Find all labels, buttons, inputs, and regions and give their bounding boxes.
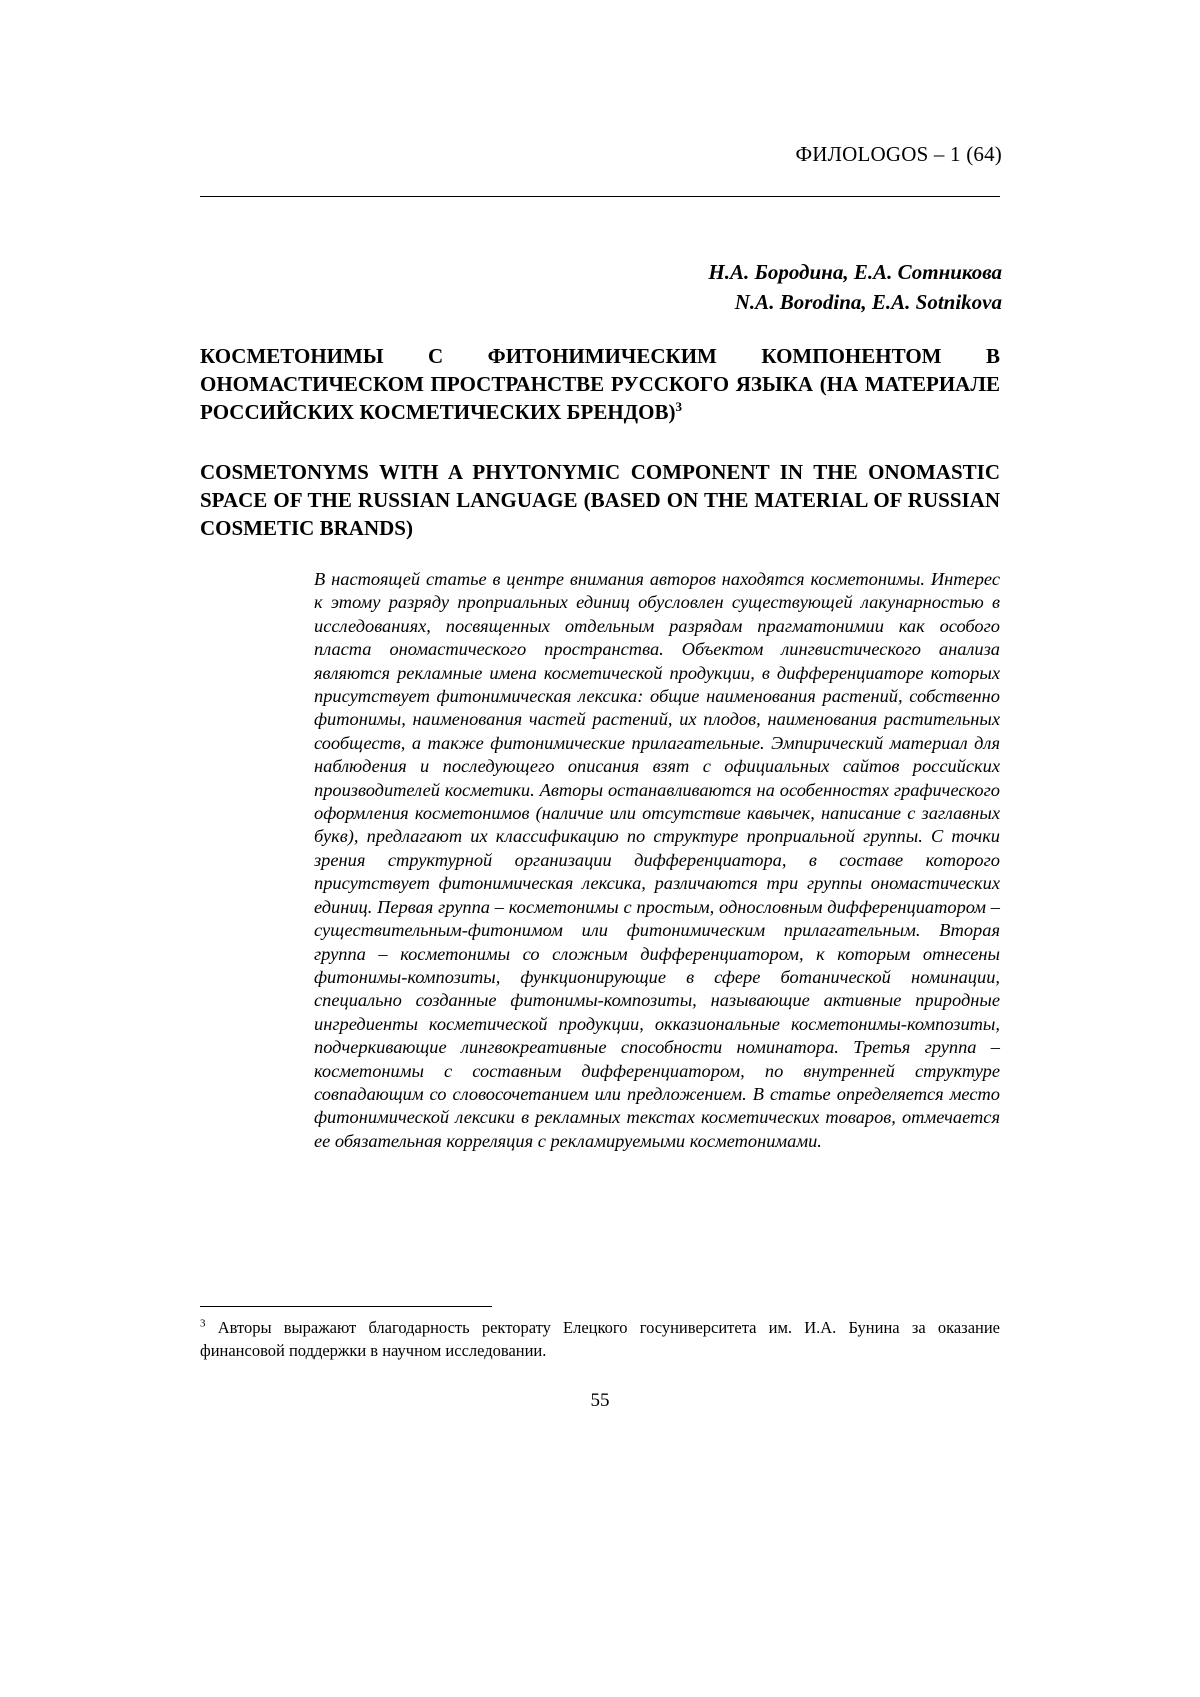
title-russian-text: КОСМЕТОНИМЫ С ФИТОНИМИЧЕСКИМ КОМПОНЕНТОМ В ОНОМАСТИЧЕСКОМ ПРОСТРАНСТВЕ РУССКОГО ЯЗЫКА (НА МАТЕРИАЛЕ РОССИЙСКИХ КОСМЕТИЧЕСКИХ БРЕНДОВ) [200, 344, 1000, 424]
abstract: В настоящей статье в центре внимания авторов находятся косметонимы. Интерес к этому разряду проприальных единиц обусловлен существующей лакунарностью в исследованиях, посвященных отдельным разрядам прагматонимии как особого пласта ономастического пространства. Объектом лингвистического анализа являются рекламные имена косметической продукции, в дифференциаторе которых присутствует фитонимическая лексика: общие наименования растений, собственно фитонимы, наименования частей растений, их плодов, наименования растительных сообществ, а также фитонимические прилагательные. Эмпирический материал для наблюдения и последующего описания взят с официальных сайтов российских производителей косметики. Авторы останавливаются на особенностях графического оформления косметонимов (наличие или отсутствие кавычек, написание с заглавных букв), предлагают их классификацию по структуре проприальной группы. С точки зрения структурной организации дифференциатора, в составе которого присутствует фитонимическая лексика, различаются три группы ономастических единиц. Первая группа – косметонимы с простым, однословным дифференциатором – существительным-фитонимом или фитонимическим прилагательным. Вторая группа – косметонимы со сложным дифференциатором, к которым отнесены фитонимы-композиты, функционирующие в сфере ботанической номинации, специально созданные фитонимы-композиты, называющие активные природные ингредиенты косметической продукции, окказиональные косметонимы-композиты, подчеркивающие лингвокреативные способности номинатора. Третья группа – косметонимы с составным дифференциатором, по внутренней структуре совпадающим со словосочетанием или предложением. В статье определяется место фитонимической лексики в рекламных текстах косметических товаров, отмечается ее обязательная корреляция с рекламируемыми косметонимами. [314, 568, 1000, 1153]
footnote-mark: 3 [200, 1318, 206, 1330]
title-russian [200, 342, 1000, 426]
page-number: 55 [0, 1390, 1200, 1412]
footnote [200, 1316, 1000, 1362]
title-english: COSMETONYMS WITH A PHYTONYMIC COMPONENT IN THE ONOMASTIC SPACE OF THE RUSSIAN LANGUAGE (BASED ON THE MATERIAL OF RUSSIAN COSMETIC BRANDS) [200, 458, 1000, 542]
header-divider [200, 196, 1000, 197]
authors-en: N.A. Borodina, E.A. Sotnikova [708, 287, 1002, 317]
running-header: ФИЛОLOGOS – 1 (64) [795, 142, 1002, 167]
footnote-text: Авторы выражают благодарность ректорату Елецкого госуниверситета им. И.А. Бунина за оказание финансовой поддержки в научном исследовании. [200, 1318, 1000, 1360]
authors-block [708, 257, 1002, 317]
footnote-divider [200, 1306, 492, 1307]
authors-ru: Н.А. Бородина, Е.А. Сотникова [708, 257, 1002, 287]
title-footnote-mark[interactable]: 3 [675, 399, 682, 414]
